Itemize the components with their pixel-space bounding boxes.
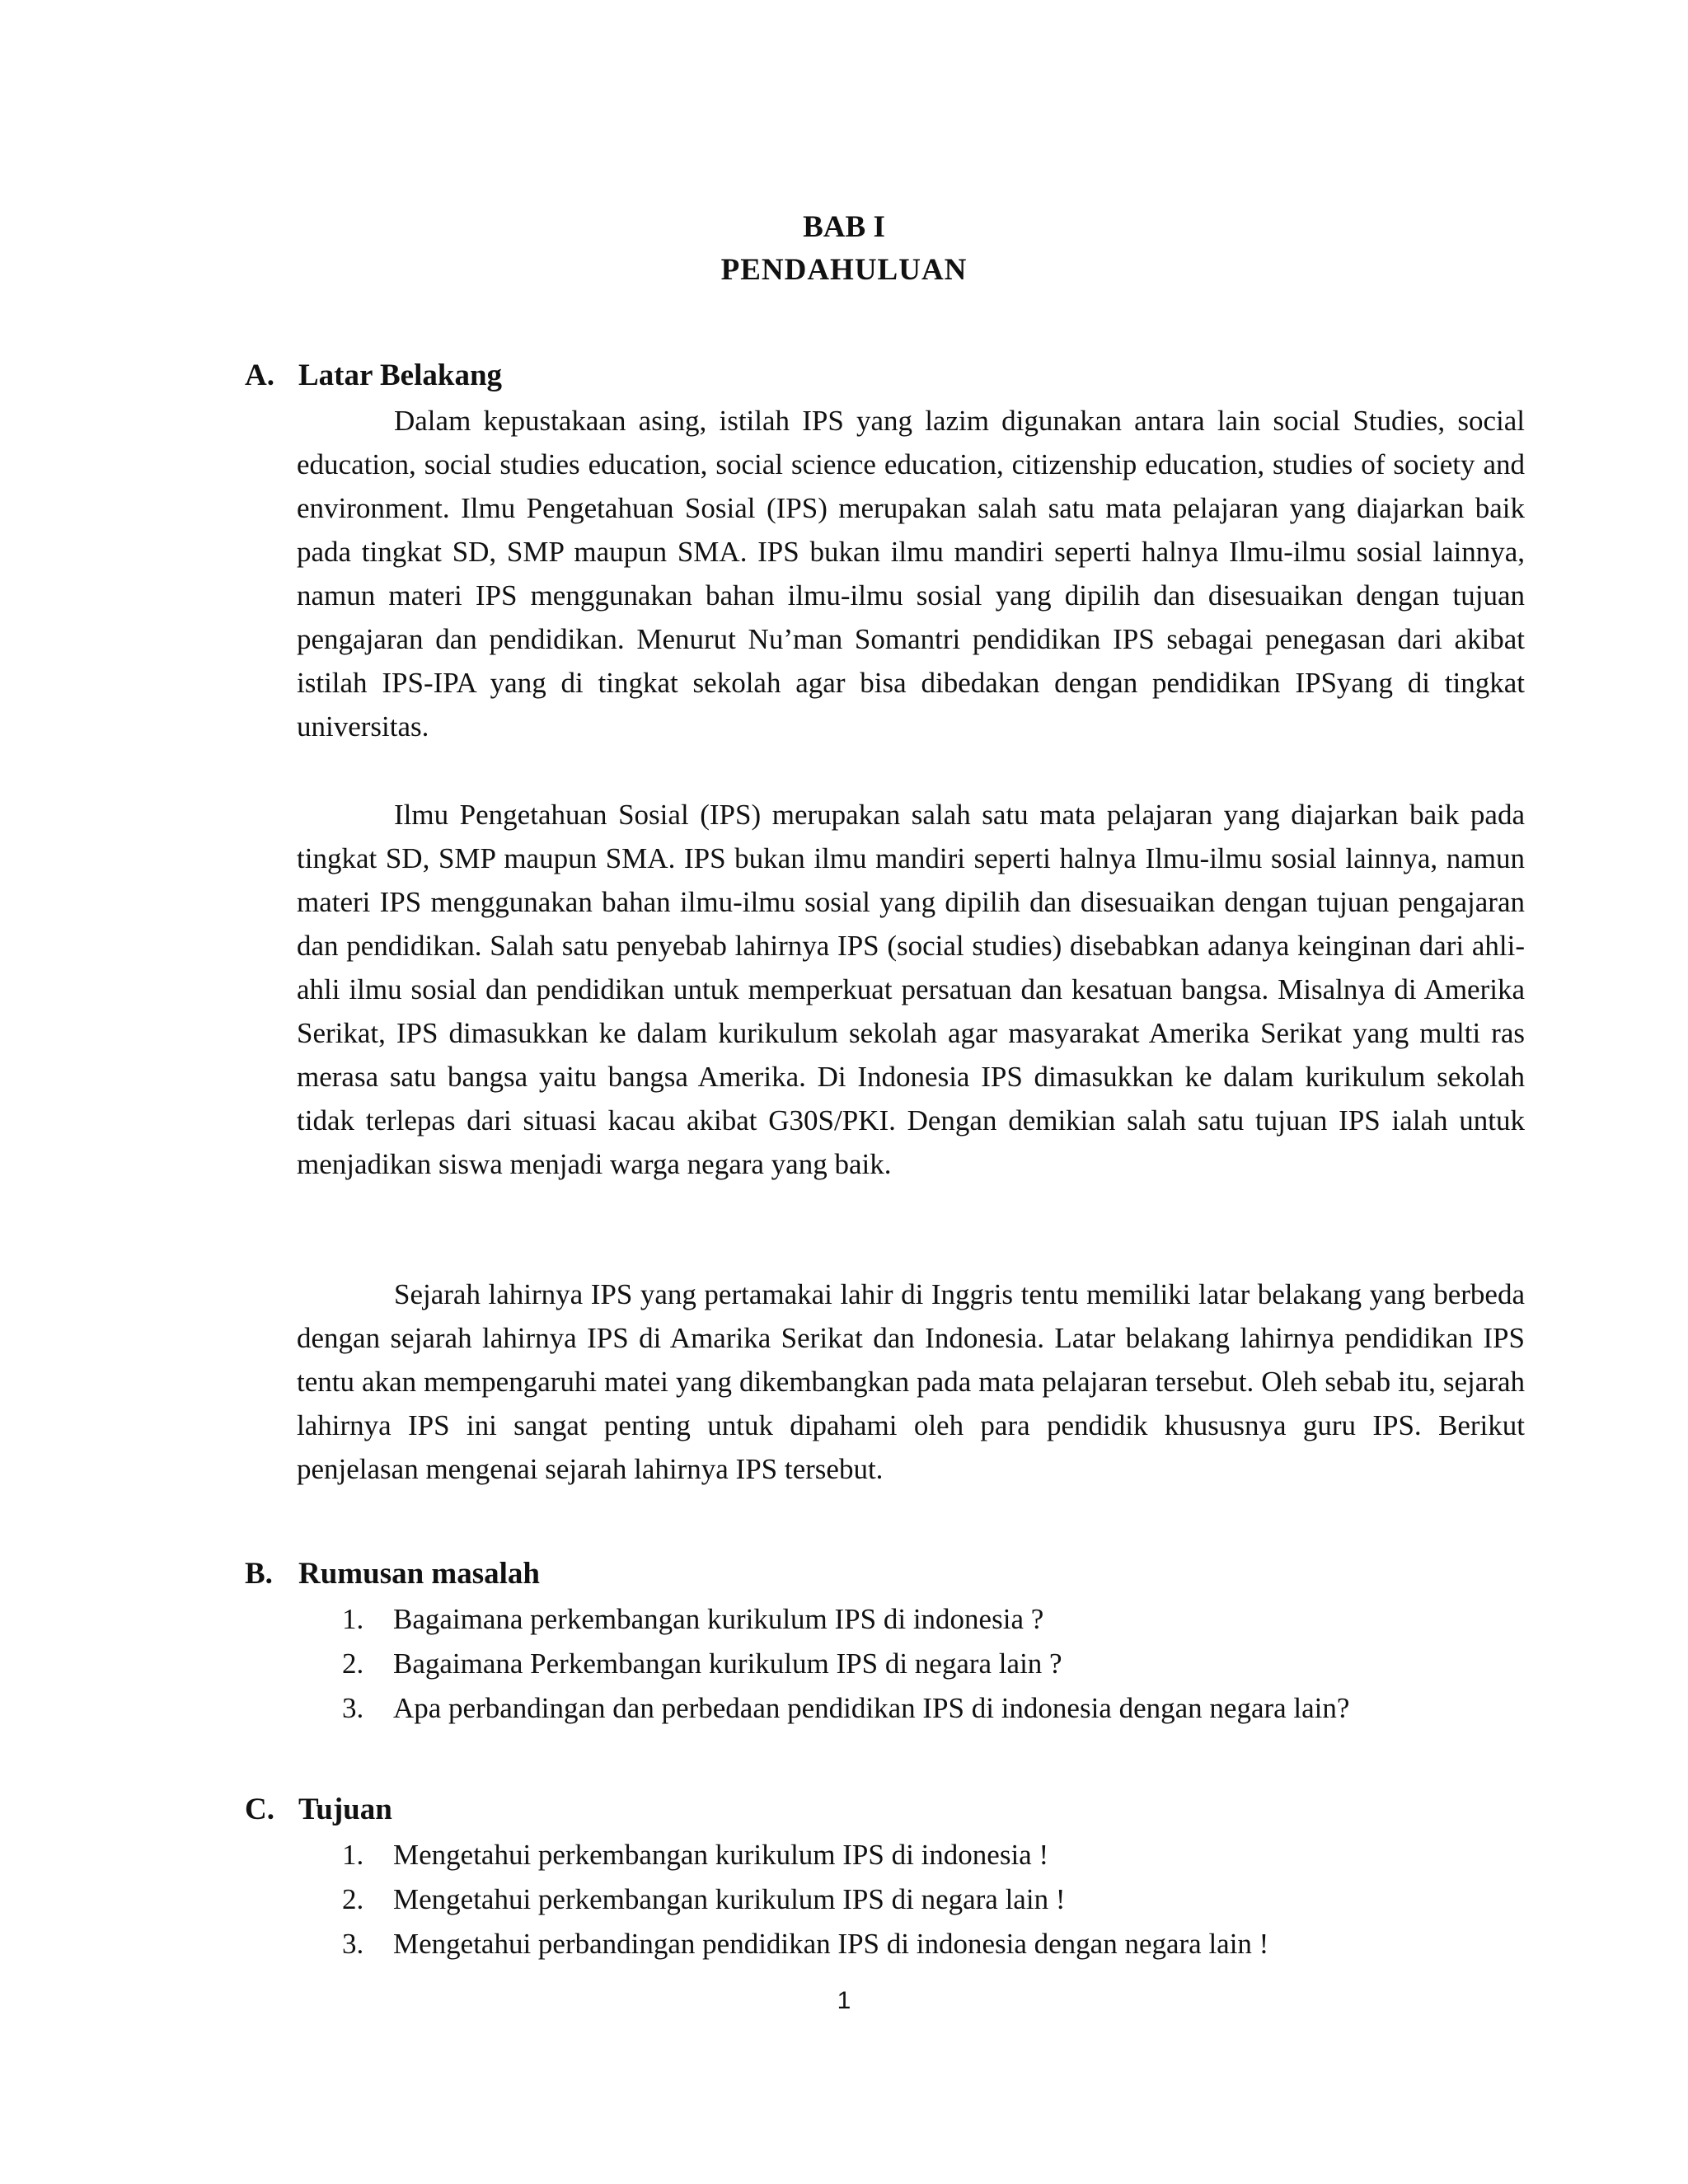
list-item-number: 3. xyxy=(342,1692,364,1724)
section-heading-rumusan-masalah xyxy=(245,1553,540,1596)
paragraph-1: Dalam kepustakaan asing, istilah IPS yang lazim digunakan antara lain social Studies, social education, social studies education, social science education, citizenship education, studies of society and environment. Ilmu Pengetahuan Sosial (IPS) merupakan salah satu mata pelajaran yang diajarkan baik pada tingkat SD, SMP maupun SMA. IPS bukan ilmu mandiri seperti halnya Ilmu-ilmu sosial lainnya, namun materi IPS menggunakan bahan ilmu-ilmu sosial yang dipilih dan disesuaikan dengan tujuan pengajaran dan pendidikan. Menurut Nu’man Somantri pendidikan IPS sebagai penegasan dari akibat istilah IPS-IPA yang di tingkat sekolah agar bisa dibedakan dengan pendidikan IPSyang di tingkat universitas. xyxy=(297,405,1525,743)
list-item xyxy=(342,1642,1349,1686)
section-title: Latar Belakang xyxy=(298,359,503,392)
list-item-text: Apa perbandingan dan perbedaan pendidikan IPS di indonesia dengan negara lain? xyxy=(393,1692,1350,1724)
list-item xyxy=(342,1686,1349,1731)
list-item-text: Bagaimana perkembangan kurikulum IPS di indonesia ? xyxy=(393,1603,1044,1635)
page-number: 1 xyxy=(837,1987,851,2014)
section-heading-tujuan xyxy=(245,1788,392,1831)
tujuan-list xyxy=(342,1833,1268,1966)
paragraph-2: Ilmu Pengetahuan Sosial (IPS) merupakan salah satu mata pelajaran yang diajarkan baik pada tingkat SD, SMP maupun SMA. IPS bukan ilmu mandiri seperti halnya Ilmu-ilmu sosial lainnya, namun materi IPS menggunakan bahan ilmu-ilmu sosial yang dipilih dan disesuaikan dengan tujuan pengajaran dan pendidikan. Salah satu penyebab lahirnya IPS (social studies) disebabkan adanya keinginan dari ahli-ahli ilmu sosial dan pendidikan untuk memperkuat persatuan dan kesatuan bangsa. Misalnya di Amerika Serikat, IPS dimasukkan ke dalam kurikulum sekolah agar masyarakat Amerika Serikat yang multi ras merasa satu bangsa yaitu bangsa Amerika. Di Indonesia IPS dimasukkan ke dalam kurikulum sekolah tidak terlepas dari situasi kacau akibat G30S/PKI. Dengan demikian salah satu tujuan IPS ialah untuk menjadikan siswa menjadi warga negara yang baik. xyxy=(297,799,1525,1180)
list-item-number: 2. xyxy=(342,1647,364,1680)
section-heading-latar-belakang xyxy=(245,354,502,397)
list-item xyxy=(342,1922,1268,1966)
chapter-number: BAB I xyxy=(803,210,885,244)
list-item xyxy=(342,1597,1349,1642)
rumusan-masalah-list xyxy=(342,1597,1349,1731)
section-letter: A. xyxy=(245,359,274,392)
list-item-number: 2. xyxy=(342,1883,364,1915)
list-item-text: Mengetahui perkembangan kurikulum IPS di negara lain ! xyxy=(393,1883,1066,1915)
section-title: Rumusan masalah xyxy=(298,1557,541,1591)
section-title: Tujuan xyxy=(298,1793,392,1826)
list-item-number: 1. xyxy=(342,1839,364,1871)
chapter-title: PENDAHULUAN xyxy=(720,253,968,287)
list-item-text: Mengetahui perkembangan kurikulum IPS di indonesia ! xyxy=(393,1839,1049,1871)
list-item-number: 1. xyxy=(342,1603,364,1635)
list-item-number: 3. xyxy=(342,1928,364,1960)
section-letter: B. xyxy=(245,1557,273,1591)
list-item-text: Bagaimana Perkembangan kurikulum IPS di negara lain ? xyxy=(393,1647,1062,1680)
section-letter: C. xyxy=(245,1793,274,1826)
list-item-text: Mengetahui perbandingan pendidikan IPS di indonesia dengan negara lain ! xyxy=(393,1928,1269,1960)
paragraph-3: Sejarah lahirnya IPS yang pertamakai lahir di Inggris tentu memiliki latar belakang yang berbeda dengan sejarah lahirnya IPS di Amarika Serikat dan Indonesia. Latar belakang lahirnya pendidikan IPS tentu akan mempengaruhi matei yang dikembangkan pada mata pelajaran tersebut. Oleh sebab itu, sejarah lahirnya IPS ini sangat penting untuk dipahami oleh para pendidik khususnya guru IPS. Berikut penjelasan mengenai sejarah lahirnya IPS tersebut. xyxy=(297,1278,1525,1485)
list-item xyxy=(342,1833,1268,1877)
list-item xyxy=(342,1877,1268,1922)
